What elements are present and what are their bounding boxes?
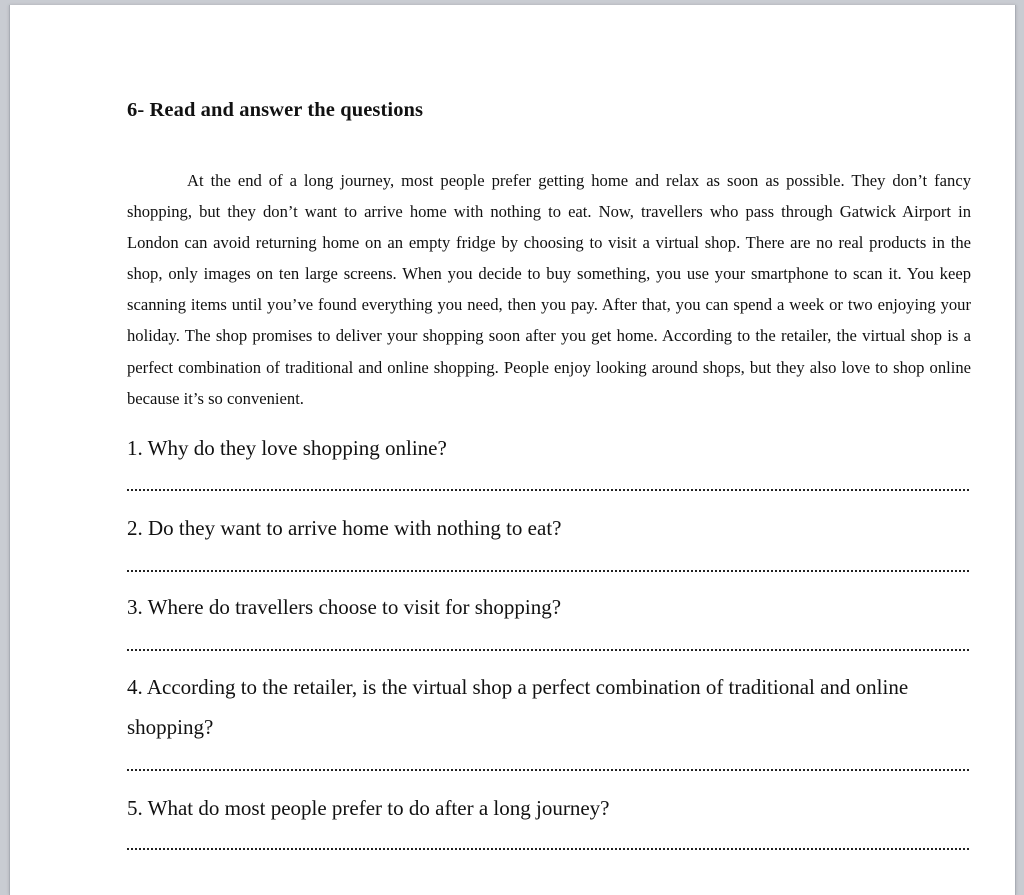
question-3: 3. Where do travellers choose to visit for shopping? [127,595,562,619]
question-5: 5. What do most people prefer to do after a long journey? [127,796,610,820]
answer-line-4[interactable] [127,769,969,771]
section-heading: 6- Read and answer the questions [127,99,424,121]
document-page [9,5,1016,895]
question-2: 2. Do they want to arrive home with nothing to eat? [127,516,562,540]
answer-line-2[interactable] [127,570,969,572]
reading-passage: At the end of a long journey, most people prefer getting home and relax as soon as possible. They don’t fancy shopping, but they don’t want to arrive home with nothing to eat. Now, travellers who pass through Gatwick Airport in London can avoid returning home on an empty fridge by choosing to visit a virtual shop. There are no real products in the shop, only images on ten large screens. When you decide to buy something, you use your smartphone to scan it. You keep scanning items until you’ve found everything you need, then you pay. After that, you can spend a week or two enjoying your holiday. The shop promises to deliver your shopping soon after you get home. According to the retailer, the virtual shop is a perfect combination of traditional and online shopping. People enjoy looking around shops, but they also love to shop online because it’s so convenient. [127,171,971,408]
answer-line-3[interactable] [127,649,969,651]
question-1: 1. Why do they love shopping online? [127,436,447,460]
answer-line-5[interactable] [127,848,969,850]
answer-line-1[interactable] [127,489,969,491]
question-4: 4. According to the retailer, is the virtual shop a perfect combination of traditional and online shopping? [127,675,909,739]
